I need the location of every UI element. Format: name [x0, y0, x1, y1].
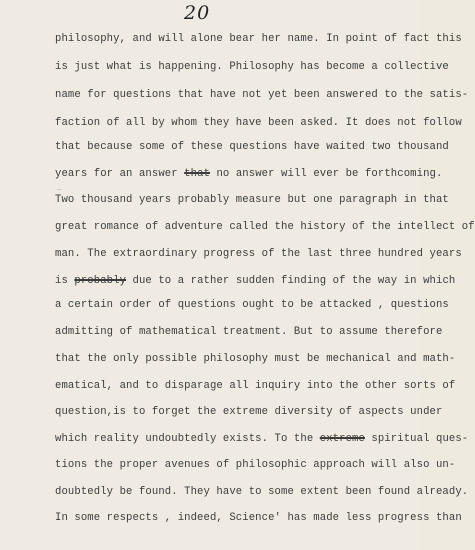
text-line-13: that the only possible philosophy must be mechanical and math- [55, 353, 456, 365]
text-line-12: admitting of mathematical treatment. But to assume therefore [55, 326, 443, 338]
text-line-10: is probably due to a rather sudden finding of the way in which [55, 275, 456, 287]
text-line-4: faction of all by whom they have been asked. It does not follow [55, 117, 462, 129]
text-line-19: In some respects , indeed, Science' has made less progress than [55, 512, 462, 524]
text-line-6: years for an answer that no answer will ever be forthcoming. [55, 168, 443, 180]
text-line-15: question,is to forget the extreme diversity of aspects under [55, 406, 443, 418]
text-line-14: ematical, and to disparage all inquiry into the other sorts of [55, 380, 456, 392]
text-line-8: great romance of adventure called the history of the intellect of [55, 221, 475, 233]
text-line-5: that because some of these questions have waited two thousand [55, 141, 449, 153]
text-line-18: doubtedly be found. They have to some extent been found already. [55, 486, 469, 498]
text-line-7: Two thousand years probably measure but one paragraph in that [55, 194, 449, 206]
text-line-2: is just what is happening. Philosophy has become a collective [55, 61, 449, 73]
text-line-16: which reality undoubtedly exists. To the extreme spiritual ques- [55, 433, 469, 445]
text-line-1: philosophy, and will alone bear her name. In point of fact this [55, 33, 462, 45]
text-line-9: man. The extraordinary progress of the last three hundred years [55, 248, 462, 260]
page-number: 20 [184, 2, 211, 24]
text-line-11: a certain order of questions ought to be attacked , questions [55, 299, 449, 311]
text-line-3: name for questions that have not yet been answered to the satis- [55, 89, 469, 101]
margin-mark: — [57, 186, 62, 194]
text-line-17: tions the proper avenues of philosophic approach will also un- [55, 459, 456, 471]
